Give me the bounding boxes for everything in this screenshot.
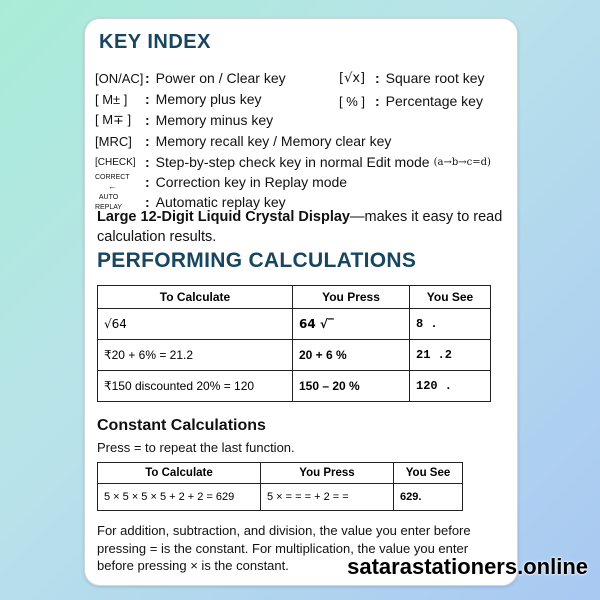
key-sqrt-desc: Square root key	[385, 70, 485, 86]
key-on-ac-desc: Power on / Clear key	[155, 70, 286, 86]
table-row	[98, 309, 491, 340]
calc-cell: ₹20 + 6% = 21.2	[98, 340, 293, 371]
key-mrc-label: [MRC]	[95, 133, 132, 149]
key-row-percent: [ % ] : Percentage key	[339, 93, 483, 109]
key-row-memory-minus: [ M∓ ] : Memory minus key	[95, 112, 274, 128]
th-you-press: You Press	[261, 463, 394, 484]
key-index-title: KEY INDEX	[99, 31, 211, 53]
display-note-bold: Large 12-Digit Liquid Crystal Display	[97, 209, 350, 225]
constant-subtitle: Press = to repeat the last function.	[97, 440, 295, 455]
key-row-correct: CORRECT ← : Correction key in Replay mode	[95, 174, 348, 191]
key-memory-plus-desc: Memory plus key	[155, 91, 262, 107]
press-cell: 5 × = = = + 2 = =	[261, 484, 394, 511]
display-note	[97, 207, 507, 247]
watermark: satarastationers.online	[347, 554, 588, 579]
th-to-calculate: To Calculate	[98, 286, 293, 309]
th-you-see: You See	[394, 463, 463, 484]
th-you-see: You See	[410, 286, 491, 309]
performing-table	[97, 285, 491, 402]
calc-cell: 5 × 5 × 5 × 5 + 2 + 2 = 629	[98, 484, 261, 511]
key-on-ac-label: [ON/AC]	[95, 70, 144, 86]
constant-title: Constant Calculations	[97, 417, 266, 434]
see-cell: 629.	[394, 484, 463, 511]
display-note-rest: —makes it easy to read calculation results.	[97, 209, 503, 245]
key-row-check: [CHECK] : Step-by-step check key in normal Edit mode (a→b→c=d)	[95, 154, 491, 170]
key-correct-top: CORRECT	[95, 174, 130, 181]
key-mrc-desc: Memory recall key / Memory clear key	[155, 133, 392, 149]
constant-table	[97, 462, 463, 511]
table-row	[98, 340, 491, 371]
constant-header-row	[98, 463, 463, 484]
key-correct-desc: Correction key in Replay mode	[155, 174, 348, 190]
press-cell: 150 – 20 %	[293, 371, 410, 402]
performing-title: PERFORMING CALCULATIONS	[97, 249, 417, 272]
key-check-desc: Step-by-step check key in normal Edit mode	[155, 154, 430, 170]
key-row-sqrt: [√x] : Square root key	[339, 70, 485, 86]
key-auto-top: AUTO	[98, 194, 119, 201]
calc-cell: √64	[98, 309, 293, 340]
key-row-memory-plus: [ M± ] : Memory plus key	[95, 91, 262, 107]
key-replay-bottom: REPLAY	[95, 204, 123, 211]
th-to-calculate: To Calculate	[98, 463, 261, 484]
key-percent-label: [ % ]	[339, 93, 366, 109]
table-row	[98, 371, 491, 402]
key-correct-label	[95, 172, 141, 192]
see-cell: 21 .2	[410, 340, 491, 371]
see-cell: 8 .	[410, 309, 491, 340]
back-arrow-icon: ←	[107, 181, 117, 191]
key-auto-replay-desc: Automatic replay key	[155, 194, 286, 210]
check-example: (a→b→c=d)	[433, 156, 491, 168]
key-memory-plus-label: [ M± ]	[95, 91, 128, 107]
key-percent-desc: Percentage key	[385, 93, 483, 109]
key-row-auto-replay: AUTO REPLAY : Automatic replay key	[95, 194, 286, 211]
press-cell: 20 + 6 %	[293, 340, 410, 371]
key-index-card	[84, 18, 518, 586]
table-row	[98, 484, 463, 511]
key-memory-minus-desc: Memory minus key	[155, 112, 274, 128]
calc-cell: ₹150 discounted 20% = 120	[98, 371, 293, 402]
constant-paragraph: For addition, subtraction, and division, the value you enter before pressing = is the constant. For multiplication, the value you enter before pressing × is the constant.	[97, 523, 471, 573]
key-row-mrc: [MRC] : Memory recall key / Memory clear key	[95, 133, 392, 149]
key-sqrt-label: [√x]	[339, 70, 366, 86]
key-memory-minus-label: [ M∓ ]	[95, 112, 132, 127]
th-you-press: You Press	[293, 286, 410, 309]
key-row-on-ac: [ON/AC] : Power on / Clear key	[95, 70, 286, 86]
press-cell: 64 √‾	[293, 309, 410, 340]
see-cell: 120 .	[410, 371, 491, 402]
key-check-label: [CHECK]	[95, 156, 136, 168]
performing-header-row	[98, 286, 491, 309]
